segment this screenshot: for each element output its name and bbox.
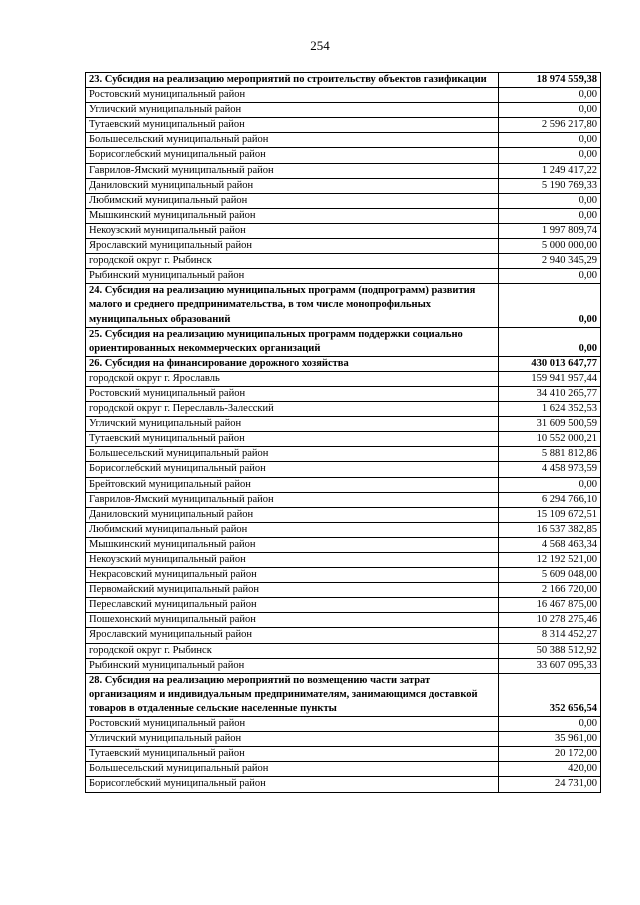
table-row: [86, 598, 601, 613]
section-total: 0,00: [499, 284, 601, 327]
recipient-name: городской округ г. Переславль-Залесский: [86, 402, 499, 417]
amount-value: 2 596 217,80: [499, 118, 601, 133]
recipient-name: Гаврилов-Ямский муниципальный район: [86, 492, 499, 507]
recipient-name: Пошехонский муниципальный район: [86, 613, 499, 628]
table-row: [86, 507, 601, 522]
recipient-name: городской округ г. Ярославль: [86, 371, 499, 386]
recipient-name: Некоузский муниципальный район: [86, 553, 499, 568]
recipient-name: Большесельский муниципальный район: [86, 133, 499, 148]
section-row: [86, 673, 601, 716]
recipient-name: Большесельский муниципальный район: [86, 447, 499, 462]
amount-value: 2 166 720,00: [499, 583, 601, 598]
table-row: [86, 747, 601, 762]
recipient-name: Некоузский муниципальный район: [86, 223, 499, 238]
recipient-name: Ростовский муниципальный район: [86, 88, 499, 103]
amount-value: 31 609 500,59: [499, 417, 601, 432]
table-row: [86, 254, 601, 269]
amount-value: 5 000 000,00: [499, 239, 601, 254]
section-title: 24. Субсидия на реализацию муниципальных программ (подпрограмм) развития малого и среднего предпринимательства, в том числе монопрофильных муниципальных образований: [86, 284, 499, 327]
amount-value: 2 940 345,29: [499, 254, 601, 269]
recipient-name: Борисоглебский муниципальный район: [86, 462, 499, 477]
table-row: [86, 658, 601, 673]
recipient-name: Мышкинский муниципальный район: [86, 537, 499, 552]
table-row: [86, 492, 601, 507]
table-row: [86, 447, 601, 462]
table-row: [86, 371, 601, 386]
amount-value: 5 190 769,33: [499, 178, 601, 193]
section-total: 352 656,54: [499, 673, 601, 716]
recipient-name: Угличский муниципальный район: [86, 417, 499, 432]
recipient-name: Борисоглебский муниципальный район: [86, 777, 499, 792]
amount-value: 8 314 452,27: [499, 628, 601, 643]
amount-value: 1 624 352,53: [499, 402, 601, 417]
table-row: [86, 628, 601, 643]
recipient-name: Угличский муниципальный район: [86, 732, 499, 747]
recipient-name: Ярославский муниципальный район: [86, 628, 499, 643]
table-row: [86, 178, 601, 193]
amount-value: 20 172,00: [499, 747, 601, 762]
section-row: [86, 356, 601, 371]
amount-value: 12 192 521,00: [499, 553, 601, 568]
amount-value: 5 881 812,86: [499, 447, 601, 462]
table-row: [86, 163, 601, 178]
recipient-name: Борисоглебский муниципальный район: [86, 148, 499, 163]
amount-value: 34 410 265,77: [499, 386, 601, 401]
section-row: [86, 284, 601, 327]
amount-value: 6 294 766,10: [499, 492, 601, 507]
table-row: [86, 402, 601, 417]
amount-value: 0,00: [499, 269, 601, 284]
table-row: [86, 239, 601, 254]
table-row: [86, 643, 601, 658]
recipient-name: Переславский муниципальный район: [86, 598, 499, 613]
recipient-name: Тутаевский муниципальный район: [86, 118, 499, 133]
recipient-name: Брейтовский муниципальный район: [86, 477, 499, 492]
section-row: [86, 327, 601, 356]
amount-value: 4 568 463,34: [499, 537, 601, 552]
amount-value: 33 607 095,33: [499, 658, 601, 673]
section-title: 25. Субсидия на реализацию муниципальных программ поддержки социально ориентированных некоммерческих организаций: [86, 327, 499, 356]
section-total: 0,00: [499, 327, 601, 356]
table-row: [86, 118, 601, 133]
table-row: [86, 568, 601, 583]
table-row: [86, 462, 601, 477]
amount-value: 5 609 048,00: [499, 568, 601, 583]
amount-value: 1 997 809,74: [499, 223, 601, 238]
amount-value: 16 467 875,00: [499, 598, 601, 613]
recipient-name: городской округ г. Рыбинск: [86, 254, 499, 269]
recipient-name: Тутаевский муниципальный район: [86, 432, 499, 447]
table-row: [86, 732, 601, 747]
table-row: [86, 432, 601, 447]
table-row: [86, 522, 601, 537]
recipient-name: Большесельский муниципальный район: [86, 762, 499, 777]
table-row: [86, 613, 601, 628]
table-row: [86, 553, 601, 568]
amount-value: 1 249 417,22: [499, 163, 601, 178]
table-row: [86, 386, 601, 401]
recipient-name: Любимский муниципальный район: [86, 522, 499, 537]
amount-value: 24 731,00: [499, 777, 601, 792]
recipient-name: Гаврилов-Ямский муниципальный район: [86, 163, 499, 178]
table-row: [86, 583, 601, 598]
table-row: [86, 269, 601, 284]
section-title: 26. Субсидия на финансирование дорожного хозяйства: [86, 356, 499, 371]
table-row: [86, 208, 601, 223]
recipient-name: Некрасовский муниципальный район: [86, 568, 499, 583]
amount-value: 0,00: [499, 208, 601, 223]
amount-value: 0,00: [499, 477, 601, 492]
amount-value: 15 109 672,51: [499, 507, 601, 522]
table-row: [86, 103, 601, 118]
recipient-name: Тутаевский муниципальный район: [86, 747, 499, 762]
page-number: 254: [310, 38, 330, 53]
section-title: 28. Субсидия на реализацию мероприятий по возмещению части затрат организациям и индивидуальным предпринимателям, занимающимся доставкой товаров в отдаленные сельские населенные пункты: [86, 673, 499, 716]
recipient-name: Даниловский муниципальный район: [86, 178, 499, 193]
amount-value: 0,00: [499, 103, 601, 118]
section-total: 18 974 559,38: [499, 73, 601, 88]
amount-value: 35 961,00: [499, 732, 601, 747]
table-row: [86, 477, 601, 492]
amount-value: 50 388 512,92: [499, 643, 601, 658]
recipient-name: Рыбинский муниципальный район: [86, 658, 499, 673]
subsidy-table: [85, 72, 601, 793]
recipient-name: Ростовский муниципальный район: [86, 386, 499, 401]
table-row: [86, 777, 601, 792]
amount-value: 420,00: [499, 762, 601, 777]
amount-value: 0,00: [499, 88, 601, 103]
table-row: [86, 193, 601, 208]
table-row: [86, 537, 601, 552]
amount-value: 10 278 275,46: [499, 613, 601, 628]
recipient-name: Ярославский муниципальный район: [86, 239, 499, 254]
amount-value: 0,00: [499, 133, 601, 148]
recipient-name: Первомайский муниципальный район: [86, 583, 499, 598]
section-row: [86, 73, 601, 88]
recipient-name: городской округ г. Рыбинск: [86, 643, 499, 658]
recipient-name: Любимский муниципальный район: [86, 193, 499, 208]
table-row: [86, 762, 601, 777]
amount-value: 10 552 000,21: [499, 432, 601, 447]
section-title: 23. Субсидия на реализацию мероприятий по строительству объектов газификации: [86, 73, 499, 88]
amount-value: 0,00: [499, 717, 601, 732]
amount-value: 0,00: [499, 193, 601, 208]
recipient-name: Мышкинский муниципальный район: [86, 208, 499, 223]
table-row: [86, 717, 601, 732]
table-row: [86, 148, 601, 163]
amount-value: 159 941 957,44: [499, 371, 601, 386]
amount-value: 0,00: [499, 148, 601, 163]
table-row: [86, 133, 601, 148]
table-row: [86, 417, 601, 432]
recipient-name: Даниловский муниципальный район: [86, 507, 499, 522]
recipient-name: Рыбинский муниципальный район: [86, 269, 499, 284]
section-total: 430 013 647,77: [499, 356, 601, 371]
recipient-name: Угличский муниципальный район: [86, 103, 499, 118]
subsidy-table-body: [86, 73, 601, 793]
recipient-name: Ростовский муниципальный район: [86, 717, 499, 732]
table-row: [86, 223, 601, 238]
table-row: [86, 88, 601, 103]
amount-value: 16 537 382,85: [499, 522, 601, 537]
amount-value: 4 458 973,59: [499, 462, 601, 477]
